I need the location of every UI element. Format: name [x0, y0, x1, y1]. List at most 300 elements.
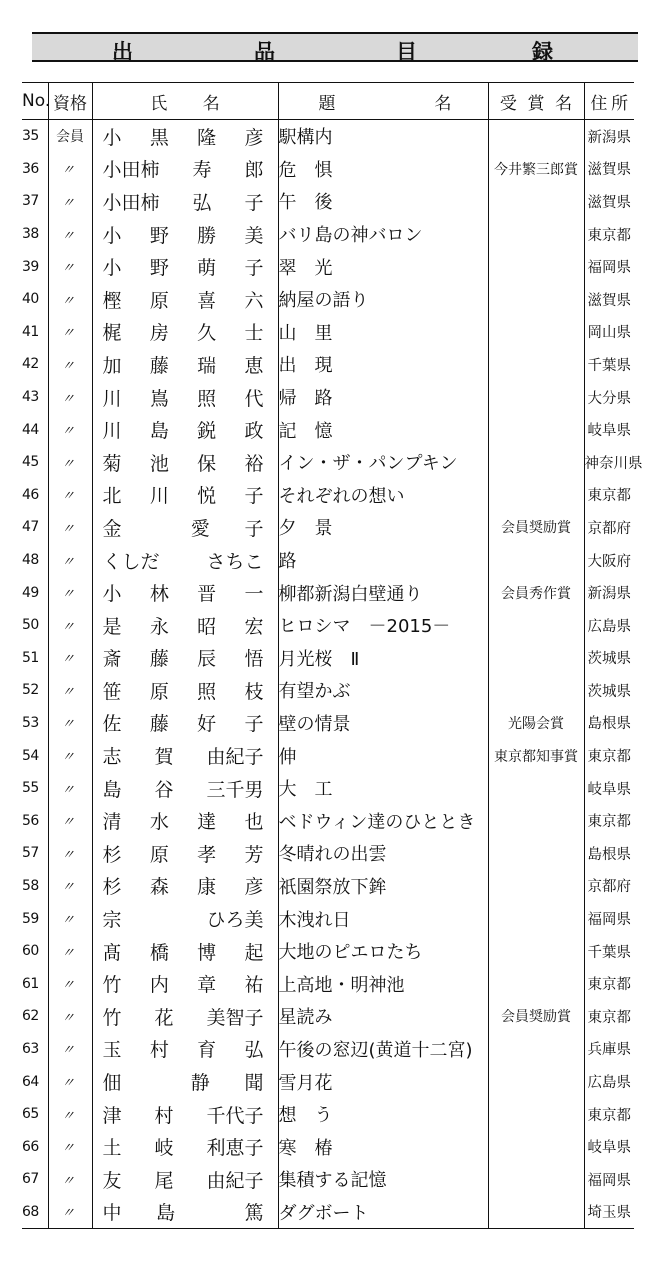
- entry-number: 43: [22, 389, 39, 406]
- artist-name-part: 弘: [192, 191, 212, 214]
- award-name: 光陽会賞: [488, 707, 584, 740]
- entry-number: 41: [22, 323, 39, 340]
- qualification: [48, 967, 92, 1000]
- artist-name-part: 康: [197, 876, 217, 899]
- artist-name: [92, 967, 278, 1000]
- award-name: 東京都知事賞: [488, 739, 584, 772]
- artist-name-part: 橋: [149, 941, 169, 964]
- artist-name-part: 島: [102, 778, 122, 801]
- qualification: [48, 707, 92, 740]
- artist-name-part: 聞: [244, 1072, 264, 1095]
- award-name: 会員奨励賞: [488, 1000, 584, 1033]
- artwork-title: 帰 路: [278, 381, 488, 414]
- table-row: [22, 609, 634, 642]
- entry-number: 66: [22, 1138, 39, 1155]
- artist-name-part: 彦: [244, 126, 264, 149]
- award-name: [488, 1033, 584, 1066]
- entry-number: 50: [22, 617, 39, 634]
- artist-name: [92, 935, 278, 968]
- artist-name-part: 勝: [197, 224, 217, 247]
- artist-name-part: 辰: [197, 648, 217, 671]
- artist-name: [92, 804, 278, 837]
- artist-name-part: 美: [244, 224, 264, 247]
- table-row: [22, 837, 634, 870]
- table-row: [22, 544, 634, 577]
- prefecture: 埼玉県: [584, 1196, 634, 1229]
- qualification-text: 〃: [60, 456, 79, 472]
- prefecture: 大阪府: [584, 544, 634, 577]
- artist-name-part: 郎: [244, 159, 264, 182]
- qualification-text: 〃: [60, 195, 79, 211]
- artist-name: [92, 642, 278, 675]
- award-name: [488, 902, 584, 935]
- qualification-text: 〃: [60, 521, 79, 537]
- table-row: [22, 511, 634, 544]
- artist-name-part: 子: [244, 485, 264, 508]
- artist-name-part: 杉: [102, 876, 122, 899]
- artwork-title: 納屋の語り: [278, 283, 488, 316]
- artist-name-part: 原: [149, 680, 169, 703]
- prefecture: 滋賀県: [584, 153, 634, 186]
- table-row: [22, 707, 634, 740]
- artist-name-part: 永: [149, 615, 169, 638]
- artwork-title: 柳都新潟白壁通り: [278, 576, 488, 609]
- prefecture: 島根県: [584, 707, 634, 740]
- artwork-title: 祇園祭放下鉾: [278, 870, 488, 903]
- qualification-text: 〃: [60, 163, 79, 179]
- award-name: [488, 609, 584, 642]
- qualification-text: 〃: [60, 554, 79, 570]
- table-row: [22, 1130, 634, 1163]
- artwork-title: ヒロシマ －2015－: [278, 609, 488, 642]
- prefecture: 茨城県: [584, 674, 634, 707]
- header-pref-char: 住: [590, 93, 608, 114]
- prefecture: 福岡県: [584, 250, 634, 283]
- artist-name-part: 保: [197, 452, 217, 475]
- artist-name-part: 一: [244, 583, 264, 606]
- artist-name: [92, 218, 278, 251]
- header-title-char: 名: [434, 93, 452, 114]
- qualification: [48, 772, 92, 805]
- award-name: [488, 185, 584, 218]
- artist-name-part: 佃: [102, 1072, 122, 1095]
- artist-name-part: 藤: [149, 648, 169, 671]
- artist-name-part: 島: [149, 420, 169, 443]
- award-name: [488, 870, 584, 903]
- artist-name: [92, 511, 278, 544]
- artist-name-part: 加: [102, 354, 122, 377]
- artist-name-part: 野: [149, 224, 169, 247]
- artist-name: [92, 1000, 278, 1033]
- entry-number: 51: [22, 649, 39, 666]
- artist-name-part: 祐: [244, 974, 264, 997]
- prefecture: 広島県: [584, 1065, 634, 1098]
- qualification-text: 〃: [60, 782, 79, 798]
- award-name: [488, 804, 584, 837]
- prefecture: 東京都: [584, 479, 634, 512]
- qualification-text: 〃: [60, 978, 79, 994]
- artist-name-part: 金: [102, 517, 122, 540]
- table-row: [22, 739, 634, 772]
- qualification-text: 〃: [60, 1173, 79, 1189]
- artist-name: [92, 707, 278, 740]
- artwork-title: 危 惧: [278, 153, 488, 186]
- artist-name-part: 是: [102, 615, 122, 638]
- entry-number: 40: [22, 291, 39, 308]
- artwork-title: 上高地・明神池: [278, 967, 488, 1000]
- header-pref: [584, 83, 634, 120]
- prefecture: 大分県: [584, 381, 634, 414]
- table-row: [22, 1163, 634, 1196]
- title-char: 目: [396, 40, 417, 64]
- qualification-text: 〃: [60, 913, 79, 929]
- artist-name-part: 枝: [244, 680, 264, 703]
- artist-name-part: 静: [190, 1072, 210, 1095]
- artist-name-part: 子: [244, 257, 264, 280]
- qualification: [48, 283, 92, 316]
- qualification-text: 〃: [60, 1043, 79, 1059]
- artist-name-part: 育: [197, 1039, 217, 1062]
- artist-name-part: 志: [102, 746, 122, 769]
- artist-name-part: 津: [102, 1104, 122, 1127]
- prefecture: 新潟県: [584, 576, 634, 609]
- table-row: [22, 185, 634, 218]
- artist-name: [92, 1196, 278, 1229]
- prefecture: 東京都: [584, 967, 634, 1000]
- artist-name-part: 隆: [197, 126, 217, 149]
- award-name: 会員秀作賞: [488, 576, 584, 609]
- entry-number: 46: [22, 486, 39, 503]
- artist-name-part: 久: [197, 322, 217, 345]
- artist-name-part: 原: [149, 289, 169, 312]
- entry-number: 57: [22, 845, 39, 862]
- artist-name-part: 賀: [154, 746, 174, 769]
- table-row: [22, 250, 634, 283]
- qualification-text: 〃: [60, 717, 79, 733]
- artist-name-part: 小田柿: [102, 159, 160, 182]
- artwork-title: 寒 椿: [278, 1130, 488, 1163]
- award-name: [488, 772, 584, 805]
- table-row: [22, 1098, 634, 1131]
- qualification-text: 〃: [60, 391, 79, 407]
- prefecture: 新潟県: [584, 120, 634, 153]
- artist-name: [92, 1130, 278, 1163]
- artist-name: [92, 609, 278, 642]
- qualification-text: 〃: [60, 880, 79, 896]
- qualification-text: 〃: [60, 424, 79, 440]
- header-award-char: 名: [555, 93, 573, 114]
- award-name: [488, 446, 584, 479]
- qualification: [48, 1033, 92, 1066]
- qualification: [48, 544, 92, 577]
- artist-name-part: 竹: [102, 974, 122, 997]
- entry-number: 61: [22, 975, 39, 992]
- prefecture: 東京都: [584, 1000, 634, 1033]
- qualification: [48, 120, 92, 153]
- artist-name: [92, 381, 278, 414]
- artist-name-part: 竹: [102, 1006, 122, 1029]
- artist-name-part: 原: [149, 843, 169, 866]
- artist-name-part: 篤: [244, 1202, 264, 1225]
- prefecture: 千葉県: [584, 935, 634, 968]
- entry-number: 56: [22, 812, 39, 829]
- prefecture: 茨城県: [584, 642, 634, 675]
- prefecture: 京都府: [584, 870, 634, 903]
- artist-name-part: 子: [244, 713, 264, 736]
- artwork-title: 夕 景: [278, 511, 488, 544]
- qualification: [48, 739, 92, 772]
- artist-name-part: 小: [102, 257, 122, 280]
- artist-name: [92, 739, 278, 772]
- entry-number: 35: [22, 128, 39, 145]
- artist-name-part: 川: [149, 485, 169, 508]
- artist-name: [92, 1098, 278, 1131]
- artist-name-part: 黒: [149, 126, 169, 149]
- artist-name-part: 子: [244, 191, 264, 214]
- table-row: [22, 479, 634, 512]
- qualification: [48, 576, 92, 609]
- artist-name-part: 房: [149, 322, 169, 345]
- artist-name-part: 悦: [197, 485, 217, 508]
- table-row: [22, 446, 634, 479]
- entry-number: 42: [22, 356, 39, 373]
- qualification: [48, 446, 92, 479]
- table-row: [22, 218, 634, 251]
- entry-number: 38: [22, 226, 39, 243]
- table-row: [22, 1033, 634, 1066]
- table-row: [22, 1000, 634, 1033]
- entry-number: 49: [22, 584, 39, 601]
- artist-name: [92, 674, 278, 707]
- award-name: [488, 544, 584, 577]
- artwork-title: 路: [278, 544, 488, 577]
- artist-name-part: 芳: [244, 843, 264, 866]
- artist-name-part: 谷: [154, 778, 174, 801]
- qualification: [48, 479, 92, 512]
- title-char: 録: [532, 40, 553, 64]
- artist-name-part: 水: [149, 811, 169, 834]
- award-name: [488, 413, 584, 446]
- qualification-text: 〃: [60, 1206, 79, 1222]
- artist-name-part: 清: [102, 811, 122, 834]
- artist-name: [92, 250, 278, 283]
- qualification: [48, 250, 92, 283]
- qualification-text: 〃: [60, 1141, 79, 1157]
- entry-number: 52: [22, 682, 39, 699]
- entry-number: 37: [22, 193, 39, 210]
- artist-name-part: 小: [102, 224, 122, 247]
- artist-name: [92, 283, 278, 316]
- artist-name-part: 愛: [190, 517, 210, 540]
- artwork-title: 月光桜 Ⅱ: [278, 642, 488, 675]
- artist-name-part: 菊: [102, 452, 122, 475]
- artist-name-part: 村: [149, 1039, 169, 1062]
- header-row: [22, 83, 634, 120]
- entry-number: 47: [22, 519, 39, 536]
- artist-name-part: 達: [197, 811, 217, 834]
- prefecture: 兵庫県: [584, 1033, 634, 1066]
- prefecture: 神奈川県: [584, 446, 634, 479]
- artist-name-part: ひろ美: [206, 909, 264, 932]
- artist-name-part: 代: [244, 387, 264, 410]
- award-name: [488, 316, 584, 349]
- artist-name-part: 藤: [149, 713, 169, 736]
- artist-name-part: 博: [197, 941, 217, 964]
- catalog-title-bar: [32, 32, 638, 62]
- artist-name-part: 萌: [197, 257, 217, 280]
- artwork-title: 翠 光: [278, 250, 488, 283]
- qualification: [48, 511, 92, 544]
- award-name: [488, 1163, 584, 1196]
- header-title: [278, 83, 488, 120]
- qualification: [48, 1196, 92, 1229]
- table-row: [22, 642, 634, 675]
- artist-name-part: 小: [102, 583, 122, 606]
- table-row: [22, 772, 634, 805]
- qualification: [48, 870, 92, 903]
- artist-name-part: 由紀子: [206, 746, 264, 769]
- artist-name-part: 六: [244, 289, 264, 312]
- artist-name-part: 佐: [102, 713, 122, 736]
- qualification-text: 〃: [60, 1076, 79, 1092]
- artist-name: [92, 446, 278, 479]
- artist-name-part: 照: [197, 680, 217, 703]
- entry-number: 64: [22, 1073, 39, 1090]
- award-name: [488, 218, 584, 251]
- artist-name-part: 小田柿: [102, 191, 160, 214]
- qualification: [48, 185, 92, 218]
- artist-name-part: 川: [102, 420, 122, 443]
- artwork-title: 木洩れ日: [278, 902, 488, 935]
- table-row: [22, 413, 634, 446]
- prefecture: 滋賀県: [584, 185, 634, 218]
- award-name: [488, 1196, 584, 1229]
- artist-name-part: 尾: [154, 1169, 174, 1192]
- award-name: 今井繁三郎賞: [488, 153, 584, 186]
- header-award-char: 賞: [527, 93, 545, 114]
- qualification-text: 〃: [60, 1108, 79, 1124]
- qualification: [48, 902, 92, 935]
- artwork-title: 記 憶: [278, 413, 488, 446]
- header-name: [92, 83, 278, 120]
- artist-name-part: さちこ: [206, 550, 264, 573]
- artwork-title: 壁の情景: [278, 707, 488, 740]
- header-name-char: 名: [202, 93, 220, 114]
- artist-name-part: くしだ: [102, 550, 160, 573]
- artist-name-part: 三千男: [206, 778, 264, 801]
- artist-name-part: 瑞: [197, 354, 217, 377]
- prefecture: 東京都: [584, 804, 634, 837]
- table-row: [22, 967, 634, 1000]
- artist-name-part: 川: [102, 387, 122, 410]
- header-qual: 資格: [48, 83, 92, 120]
- prefecture: 東京都: [584, 1098, 634, 1131]
- artist-name-part: 中: [102, 1202, 122, 1225]
- artist-name-part: 士: [244, 322, 264, 345]
- artist-name: [92, 1065, 278, 1098]
- table-row: [22, 120, 634, 153]
- exhibit-rows: [22, 120, 643, 1229]
- entry-number: 48: [22, 552, 39, 569]
- artist-name-part: 起: [244, 941, 264, 964]
- qualification-text: 〃: [60, 358, 79, 374]
- artist-name-part: 池: [149, 452, 169, 475]
- qualification-text: 〃: [60, 587, 79, 603]
- table-row: [22, 576, 634, 609]
- artist-name: [92, 902, 278, 935]
- qualification: [48, 674, 92, 707]
- exhibit-table: [22, 82, 643, 1229]
- award-name: [488, 1065, 584, 1098]
- artwork-title: 午 後: [278, 185, 488, 218]
- entry-number: 55: [22, 780, 39, 797]
- artist-name-part: 岐: [154, 1137, 174, 1160]
- qualification-text: 〃: [60, 684, 79, 700]
- header-title-char: 題: [318, 93, 336, 114]
- qualification: [48, 381, 92, 414]
- qualification-text: 〃: [60, 228, 79, 244]
- artist-name-part: 裕: [244, 452, 264, 475]
- header-name-char: 氏: [150, 93, 168, 114]
- artist-name-part: 晋: [197, 583, 217, 606]
- artist-name-part: 笹: [102, 680, 122, 703]
- artist-name: [92, 576, 278, 609]
- artist-name-part: 樫: [102, 289, 122, 312]
- artist-name-part: 好: [197, 713, 217, 736]
- artist-name-part: 照: [197, 387, 217, 410]
- artist-name-part: 北: [102, 485, 122, 508]
- artist-name-part: 彦: [244, 876, 264, 899]
- artist-name: [92, 1033, 278, 1066]
- qualification: [48, 1065, 92, 1098]
- artwork-title: 山 里: [278, 316, 488, 349]
- prefecture: 岐阜県: [584, 413, 634, 446]
- table-row: [22, 348, 634, 381]
- artwork-title: 有望かぶ: [278, 674, 488, 707]
- prefecture: 岡山県: [584, 316, 634, 349]
- qualification-text: 〃: [60, 945, 79, 961]
- artist-name-part: 宏: [244, 615, 264, 638]
- artist-name-part: 利恵子: [206, 1137, 264, 1160]
- prefecture: 滋賀県: [584, 283, 634, 316]
- artist-name: [92, 870, 278, 903]
- artist-name-part: 野: [149, 257, 169, 280]
- qualification: [48, 1098, 92, 1131]
- prefecture: 福岡県: [584, 902, 634, 935]
- award-name: [488, 674, 584, 707]
- qualification: [48, 609, 92, 642]
- prefecture: 岐阜県: [584, 1130, 634, 1163]
- artwork-title: イン・ザ・パンプキン: [278, 446, 488, 479]
- qualification: [48, 1163, 92, 1196]
- qualification: [48, 413, 92, 446]
- award-name: [488, 642, 584, 675]
- artist-name: [92, 772, 278, 805]
- table-row: [22, 1196, 634, 1229]
- qualification-text: 〃: [60, 326, 79, 342]
- artist-name-part: 恵: [244, 354, 264, 377]
- artwork-title: 想 う: [278, 1098, 488, 1131]
- header-pref-char: 所: [611, 93, 629, 114]
- award-name: [488, 1130, 584, 1163]
- qualification: [48, 316, 92, 349]
- qualification-text: 〃: [60, 652, 79, 668]
- artist-name-part: 政: [244, 420, 264, 443]
- qualification: [48, 837, 92, 870]
- qualification-text: 会員: [56, 129, 84, 146]
- artist-name-part: 子: [244, 517, 264, 540]
- artist-name-part: 村: [154, 1104, 174, 1127]
